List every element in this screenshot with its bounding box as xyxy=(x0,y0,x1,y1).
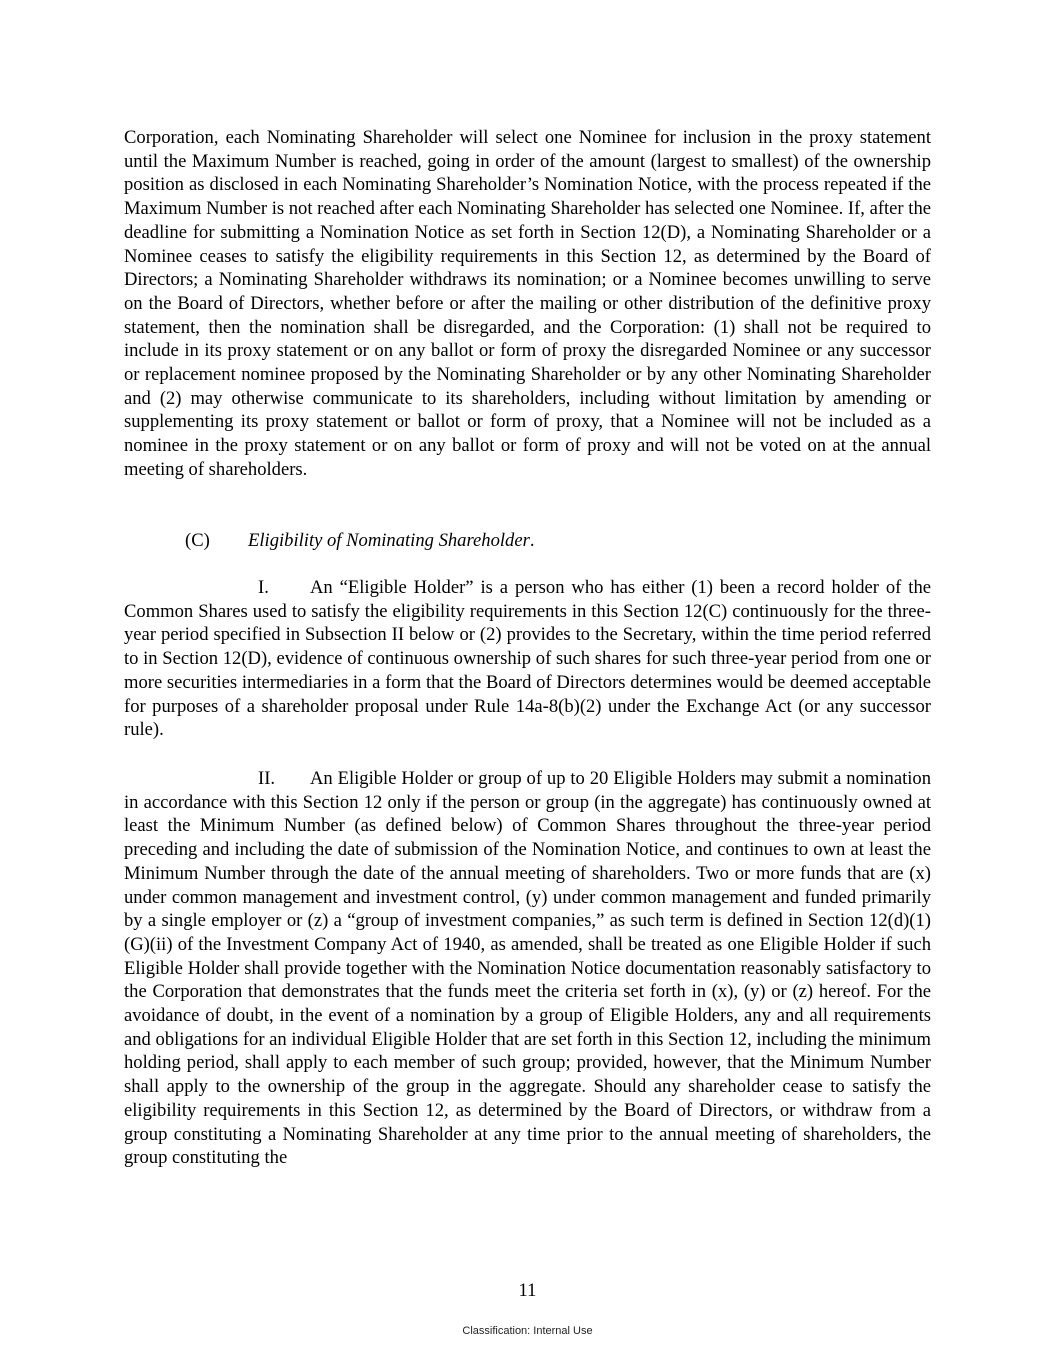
classification-footer: Classification: Internal Use xyxy=(462,1325,593,1337)
subsection-2-number: II. xyxy=(258,768,276,789)
subsection-1-number: I. xyxy=(258,577,269,598)
subsection-1-text: An “Eligible Holder” is a person who has either (1) been a record holder of the Common Shares used to satisfy the eligibility requirements in this Section 12(C) continuously for the three-year period specified in Subsection II below or (2) provides to the Secretary, within the time period referred to in Section 12(D), evidence of continuous ownership of such shares for such three-year period from one or more securities intermediaries in a form that the Board of Directors determines would be deemed acceptable for purposes of a shareholder proposal under Rule 14a-8(b)(2) under the Exchange Act (or any successor rule). xyxy=(124,577,931,741)
subsection-1 xyxy=(124,576,931,742)
section-heading xyxy=(185,529,534,553)
section-title: Eligibility of Nominating Shareholder xyxy=(248,530,530,551)
document-page xyxy=(124,126,931,1169)
page-number: 11 xyxy=(518,1280,537,1301)
subsection-2-text: An Eligible Holder or group of up to 20 Eligible Holders may submit a nomination in accordance with this Section 12 only if the person or group (in the aggregate) has continuously owned at least the Minimum Number (as defined below) of Common Shares throughout the three-year period preceding and including the date of submission of the Nomination Notice, and continues to own at least the Minimum Number through the date of the annual meeting of shareholders. Two or more funds that are (x) under common management and investment control, (y) under common management and funded primarily by a single employer or (z) a “group of investment companies,” as such term is defined in Section 12(d)(1)(G)(ii) of the Investment Company Act of 1940, as amended, shall be treated as one Eligible Holder if such Eligible Holder shall provide together with the Nomination Notice documentation reasonably satisfactory to the Corporation that demonstrates that the funds meet the criteria set forth in (x), (y) or (z) hereof. For the avoidance of doubt, in the event of a nomination by a group of Eligible Holders, any and all requirements and obligations for an individual Eligible Holder that are set forth in this Section 12, including the minimum holding period, shall apply to each member of such group; provided, however, that the Minimum Number shall apply to the ownership of the group in the aggregate. Should any shareholder cease to satisfy the eligibility requirements in this Section 12, as determined by the Board of Directors, or withdraw from a group constituting a Nominating Shareholder at any time prior to the annual meeting of shareholders, the group constituting the xyxy=(124,768,931,1169)
subsection-2 xyxy=(124,767,931,1170)
section-number: (C) xyxy=(185,530,210,551)
continued-paragraph: Corporation, each Nominating Shareholder will select one Nominee for inclusion in the proxy statement until the Maximum Number is reached, going in order of the amount (largest to smallest) of the ownership position as disclosed in each Nominating Shareholder’s Nomination Notice, with the process repeated if the Maximum Number is not reached after each Nominating Shareholder has selected one Nominee. If, after the deadline for submitting a Nomination Notice as set forth in Section 12(D), a Nominating Shareholder or a Nominee ceases to satisfy the eligibility requirements in this Section 12, as determined by the Board of Directors; a Nominating Shareholder withdraws its nomination; or a Nominee becomes unwilling to serve on the Board of Directors, whether before or after the mailing or other distribution of the definitive proxy statement, then the nomination shall be disregarded, and the Corporation: (1) shall not be required to include in its proxy statement or on any ballot or form of proxy the disregarded Nominee or any successor or replacement nominee proposed by the Nominating Shareholder or by any other Nominating Shareholder and (2) may otherwise communicate to its shareholders, including without limitation by amending or supplementing its proxy statement or ballot or form of proxy, that a Nominee will not be included as a nominee in the proxy statement or on any ballot or form of proxy and will not be voted on at the annual meeting of shareholders. xyxy=(124,127,931,480)
section-title-suffix: . xyxy=(529,530,535,551)
